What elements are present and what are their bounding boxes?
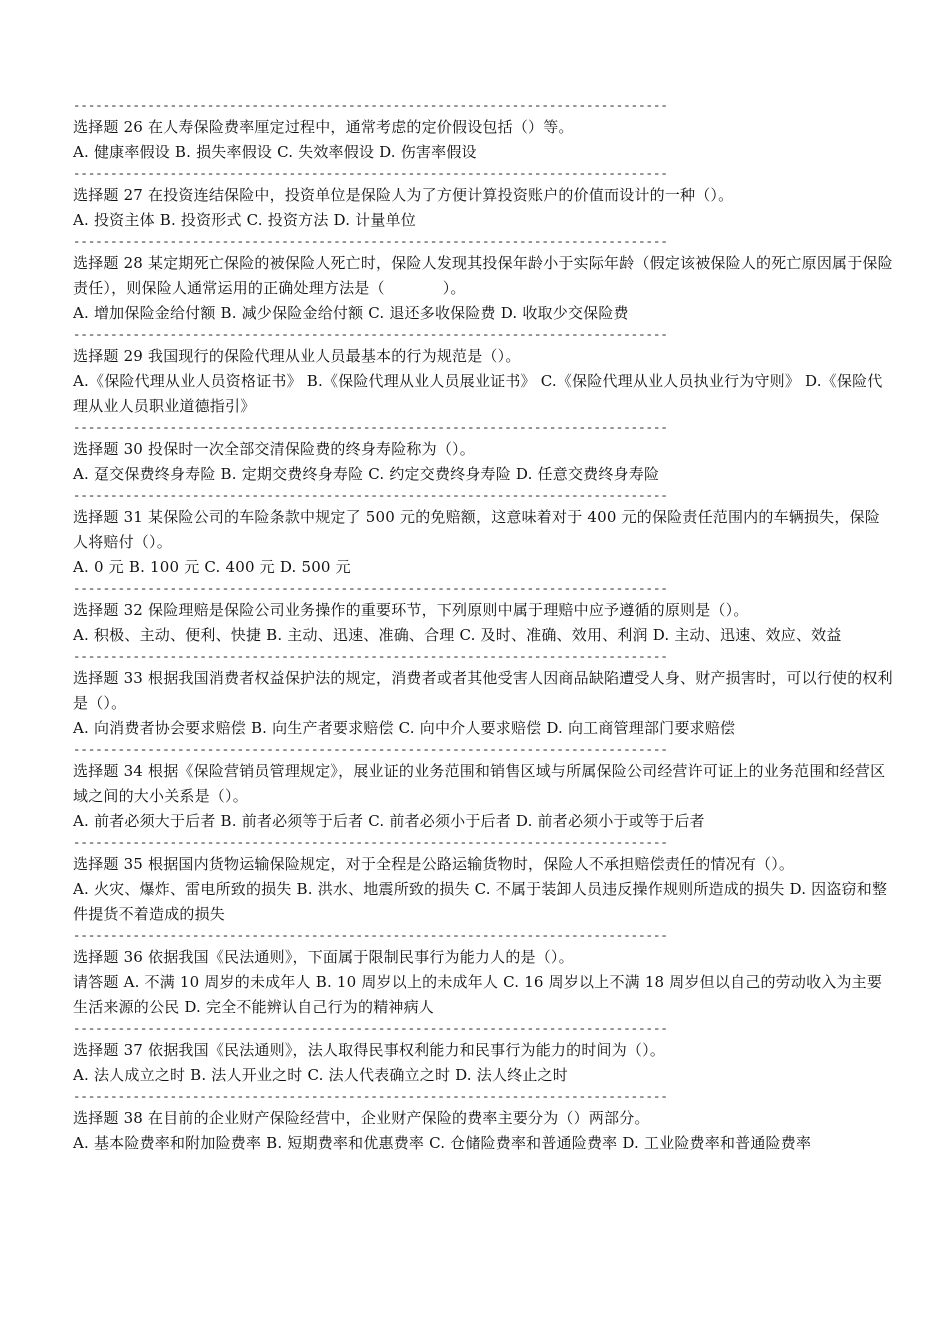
question-number: 选择题 26 <box>73 118 144 136</box>
question-stem <box>73 1038 895 1063</box>
question-number: 选择题 38 <box>73 1109 144 1127</box>
question-block <box>73 115 895 165</box>
separator-line: -------------------------------------------------------------------------------- <box>73 743 668 757</box>
separator-line: -------------------------------------------------------------------------------- <box>73 328 668 342</box>
question-block <box>73 251 895 326</box>
separator-line: -------------------------------------------------------------------------------- <box>73 650 668 664</box>
question-stem <box>73 183 895 208</box>
question-block <box>73 1038 895 1088</box>
question-stem <box>73 437 895 462</box>
separator-line: -------------------------------------------------------------------------------- <box>73 235 668 249</box>
separator-line: -------------------------------------------------------------------------------- <box>73 836 668 850</box>
question-number: 选择题 33 <box>73 669 144 687</box>
question-stem <box>73 344 895 369</box>
question-options: A.《保险代理从业人员资格证书》 B.《保险代理从业人员展业证书》 C.《保险代理从业人员执业行为守则》 D.《保险代理从业人员职业道德指引》 <box>73 372 883 415</box>
question-text: 依据我国《民法通则》，法人取得民事权利能力和民事行为能力的时间为（）。 <box>148 1041 666 1059</box>
question-stem <box>73 666 895 716</box>
question-text: 在投资连结保险中，投资单位是保险人为了方便计算投资账户的价值而设计的一种（）。 <box>148 186 734 204</box>
separator-line: -------------------------------------------------------------------------------- <box>73 489 668 503</box>
question-text: 根据国内货物运输保险规定，对于全程是公路运输货物时，保险人不承担赔偿责任的情况有（）。 <box>148 855 795 873</box>
separator-line: -------------------------------------------------------------------------------- <box>73 1022 668 1036</box>
question-number: 选择题 27 <box>73 186 144 204</box>
question-number: 选择题 37 <box>73 1041 144 1059</box>
question-number: 选择题 36 <box>73 948 144 966</box>
question-block <box>73 1106 895 1156</box>
question-block <box>73 598 895 648</box>
question-text: 保险理赔是保险公司业务操作的重要环节，下列原则中属于理赔中应予遵循的原则是（）。 <box>148 601 749 619</box>
question-options: A. 趸交保费终身寿险 B. 定期交费终身寿险 C. 约定交费终身寿险 D. 任意交费终身寿险 <box>73 465 660 483</box>
question-number: 选择题 28 <box>73 254 144 272</box>
question-options: 请答题 A. 不满 10 周岁的未成年人 B. 10 周岁以上的未成年人 C. 16 周岁以上不满 18 周岁但以自己的劳动收入为主要生活来源的公民 D. 完全不能辨认自己行为的精神病人 <box>73 973 883 1016</box>
question-block <box>73 344 895 419</box>
question-block <box>73 505 895 580</box>
question-number: 选择题 35 <box>73 855 144 873</box>
separator-line: -------------------------------------------------------------------------------- <box>73 929 668 943</box>
question-stem <box>73 505 895 555</box>
question-text: 在目前的企业财产保险经营中，企业财产保险的费率主要分为（）两部分。 <box>148 1109 650 1127</box>
question-number: 选择题 30 <box>73 440 144 458</box>
question-options: A. 投资主体 B. 投资形式 C. 投资方法 D. 计量单位 <box>73 211 416 229</box>
question-options: A. 火灾、爆炸、雷电所致的损失 B. 洪水、地震所致的损失 C. 不属于装卸人员违反操作规则所造成的损失 D. 因盗窃和整件提货不着造成的损失 <box>73 880 888 923</box>
question-text: 某定期死亡保险的被保险人死亡时，保险人发现其投保年龄小于实际年龄（假定该被保险人的死亡原因属于保险责任），则保险人通常运用的正确处理方法是（ <box>73 254 893 297</box>
question-options: A. 健康率假设 B. 损失率假设 C. 失效率假设 D. 伤害率假设 <box>73 143 477 161</box>
question-options: A. 向消费者协会要求赔偿 B. 向生产者要求赔偿 C. 向中介人要求赔偿 D. 向工商管理部门要求赔偿 <box>73 719 736 737</box>
question-stem <box>73 759 895 809</box>
question-text-end: ）。 <box>442 279 466 297</box>
question-number: 选择题 29 <box>73 347 144 365</box>
separator-line: -------------------------------------------------------------------------------- <box>73 99 668 113</box>
question-text: 依据我国《民法通则》，下面属于限制民事行为能力人的是（）。 <box>148 948 574 966</box>
question-block <box>73 437 895 487</box>
question-options: A. 基本险费率和附加险费率 B. 短期费率和优惠费率 C. 仓储险费率和普通险费率 D. 工业险费率和普通险费率 <box>73 1134 812 1152</box>
question-text: 根据《保险营销员管理规定》，展业证的业务范围和销售区域与所属保险公司经营许可证上的业务范围和经营区域之间的大小关系是（）。 <box>73 762 886 805</box>
separator-line: -------------------------------------------------------------------------------- <box>73 167 668 181</box>
question-number: 选择题 32 <box>73 601 144 619</box>
question-options: A. 前者必须大于后者 B. 前者必须等于后者 C. 前者必须小于后者 D. 前者必须小于或等于后者 <box>73 812 705 830</box>
question-block <box>73 666 895 741</box>
question-options: A. 0 元 B. 100 元 C. 400 元 D. 500 元 <box>73 558 351 576</box>
question-stem <box>73 1106 895 1131</box>
question-options: A. 积极、主动、便利、快捷 B. 主动、迅速、准确、合理 C. 及时、准确、效用、利润 D. 主动、迅速、效应、效益 <box>73 626 842 644</box>
question-number: 选择题 31 <box>73 508 144 526</box>
question-block <box>73 945 895 1020</box>
question-options: A. 增加保险金给付额 B. 减少保险金给付额 C. 退还多收保险费 D. 收取少交保险费 <box>73 304 629 322</box>
question-text: 根据我国消费者权益保护法的规定，消费者或者其他受害人因商品缺陷遭受人身、财产损害时，可以行使的权利是（）。 <box>73 669 893 712</box>
question-text: 某保险公司的车险条款中规定了 500 元的免赔额，这意味着对于 400 元的保险责任范围内的车辆损失，保险人将赔付（）。 <box>73 508 880 551</box>
question-block <box>73 183 895 233</box>
question-text: 投保时一次全部交清保险费的终身寿险称为（）。 <box>148 440 475 458</box>
question-text: 在人寿保险费率厘定过程中，通常考虑的定价假设包括（）等。 <box>148 118 574 136</box>
document-body <box>73 97 895 1156</box>
question-options: A. 法人成立之时 B. 法人开业之时 C. 法人代表确立之时 D. 法人终止之时 <box>73 1066 568 1084</box>
separator-line: -------------------------------------------------------------------------------- <box>73 421 668 435</box>
question-text: 我国现行的保险代理从业人员最基本的行为规范是（）。 <box>148 347 521 365</box>
question-number: 选择题 34 <box>73 762 144 780</box>
separator-line: -------------------------------------------------------------------------------- <box>73 1090 668 1104</box>
question-stem <box>73 852 895 877</box>
question-stem <box>73 251 895 301</box>
question-stem <box>73 945 895 970</box>
separator-line: -------------------------------------------------------------------------------- <box>73 582 668 596</box>
question-stem <box>73 598 895 623</box>
question-stem <box>73 115 895 140</box>
question-block <box>73 852 895 927</box>
question-block <box>73 759 895 834</box>
